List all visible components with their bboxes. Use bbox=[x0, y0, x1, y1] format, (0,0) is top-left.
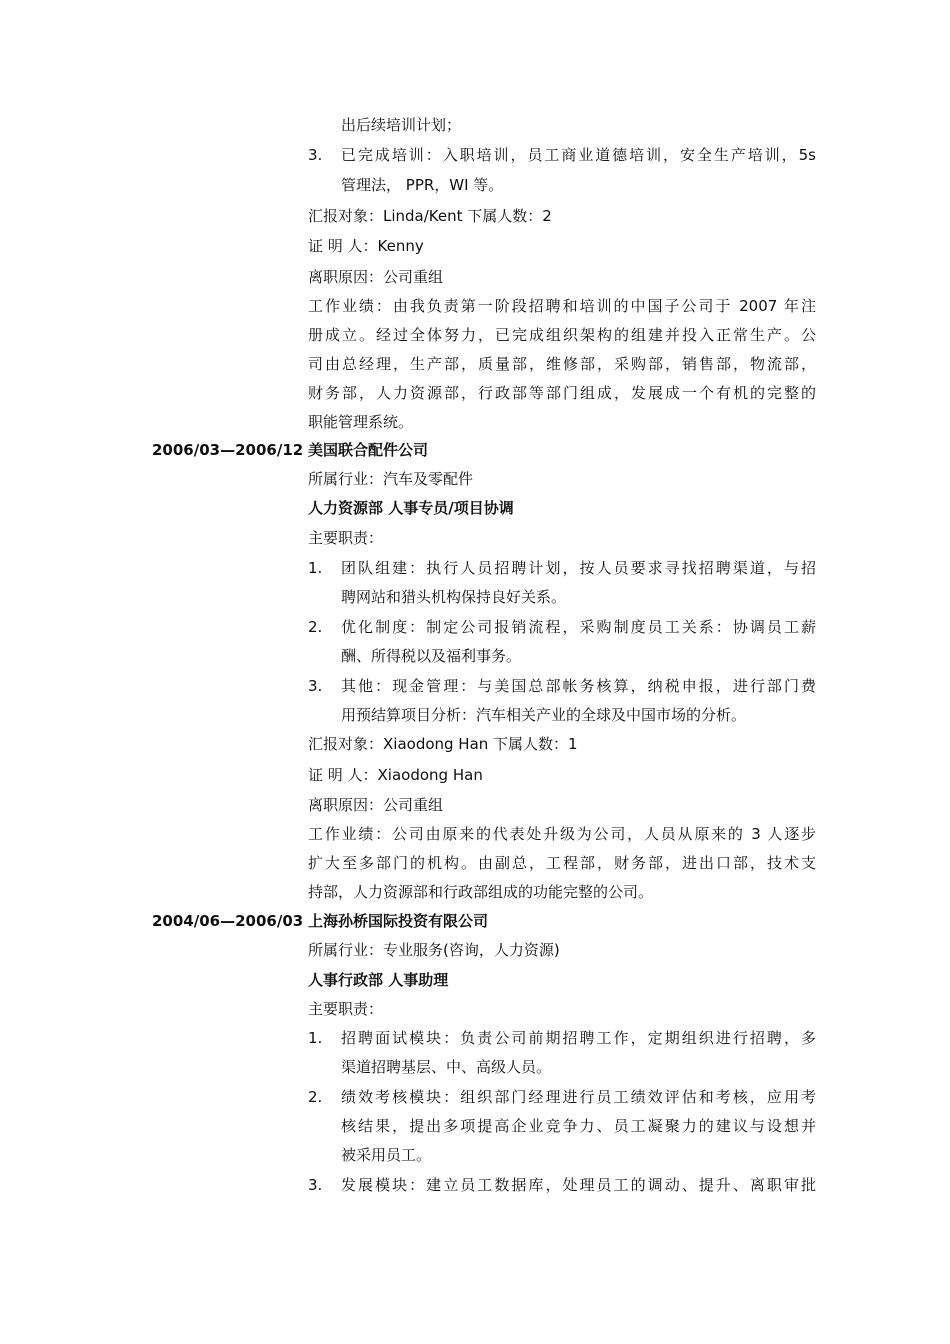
list-number: 3. bbox=[308, 677, 323, 695]
achievement-line: 扩大至多部门的机构。由副总，工程部，财务部，进出口部，技术支 bbox=[308, 854, 816, 872]
list-item: 招聘面试模块：负责公司前期招聘工作，定期组织进行招聘，多 bbox=[341, 1029, 816, 1047]
list-item-continued: 渠道招聘基层、中、高级人员。 bbox=[341, 1058, 552, 1076]
company-name: 上海孙桥国际投资有限公司 bbox=[308, 912, 489, 930]
position-title: 人事行政部 人事助理 bbox=[308, 971, 449, 989]
list-item-continued: 被采用员工。 bbox=[341, 1146, 432, 1164]
list-number: 1. bbox=[308, 559, 323, 577]
achievement-line: 工作业绩：公司由原来的代表处升级为公司，人员从原来的 3 人逐步 bbox=[308, 825, 816, 843]
job-date-range: 2004/06—2006/03 bbox=[152, 912, 304, 930]
achievement-line: 司由总经理，生产部，质量部，维修部，采购部，销售部，物流部， bbox=[308, 355, 816, 373]
list-item: 优化制度：制定公司报销流程，采购制度员工关系：协调员工薪 bbox=[341, 618, 816, 636]
industry-line: 所属行业：专业服务(咨询，人力资源) bbox=[308, 941, 560, 959]
report-line: 汇报对象：Xiaodong Han 下属人数：1 bbox=[308, 735, 578, 753]
list-item: 已完成培训：入职培训，员工商业道德培训，安全生产培训，5s bbox=[341, 146, 816, 164]
job-date-range: 2006/03—2006/12 bbox=[152, 441, 304, 459]
list-item: 团队组建：执行人员招聘计划，按人员要求寻找招聘渠道，与招 bbox=[341, 559, 816, 577]
achievement-line: 财务部，人力资源部，行政部等部门组成，发展成一个有机的完整的 bbox=[308, 384, 816, 402]
list-number: 3. bbox=[308, 1176, 323, 1194]
company-name: 美国联合配件公司 bbox=[308, 441, 429, 459]
list-item: 发展模块：建立员工数据库，处理员工的调动、提升、离职审批 bbox=[341, 1176, 816, 1194]
list-item-continued: 用预结算项目分析：汽车相关产业的全球及中国市场的分析。 bbox=[341, 706, 747, 724]
duties-label: 主要职责： bbox=[308, 529, 384, 547]
reference-line: 证 明 人：Xiaodong Han bbox=[308, 766, 483, 784]
achievement-line: 持部，人力资源部和行政部组成的功能完整的公司。 bbox=[308, 883, 654, 901]
list-item: 绩效考核模块：组织部门经理进行员工绩效评估和考核，应用考 bbox=[341, 1088, 816, 1106]
leave-reason-line: 离职原因：公司重组 bbox=[308, 268, 444, 286]
list-item-continued: 酬、所得税以及福利事务。 bbox=[341, 647, 522, 665]
achievement-line: 工作业绩：由我负责第一阶段招聘和培训的中国子公司于 2007 年注 bbox=[308, 297, 816, 315]
list-number: 2. bbox=[308, 618, 323, 636]
list-number: 3. bbox=[308, 146, 323, 164]
list-item: 其他：现金管理：与美国总部帐务核算，纳税申报，进行部门费 bbox=[341, 677, 816, 695]
position-title: 人力资源部 人事专员/项目协调 bbox=[308, 499, 514, 517]
duties-label: 主要职责： bbox=[308, 1000, 384, 1018]
list-item-continued: 管理法， PPR，WI 等。 bbox=[341, 176, 504, 194]
industry-line: 所属行业：汽车及零配件 bbox=[308, 470, 474, 488]
list-item-continued: 聘网站和猎头机构保持良好关系。 bbox=[341, 588, 567, 606]
report-line: 汇报对象：Linda/Kent 下属人数：2 bbox=[308, 207, 552, 225]
list-number: 2. bbox=[308, 1088, 323, 1106]
list-number: 1. bbox=[308, 1029, 323, 1047]
achievement-line: 册成立。经过全体努力，已完成组织架构的组建并投入正常生产。公 bbox=[308, 326, 816, 344]
reference-line: 证 明 人：Kenny bbox=[308, 237, 424, 255]
list-item-continued: 核结果，提出多项提高企业竞争力、员工凝聚力的建议与设想并 bbox=[341, 1117, 816, 1135]
leave-reason-line: 离职原因：公司重组 bbox=[308, 796, 444, 814]
training-plan-tail: 出后续培训计划； bbox=[341, 116, 462, 134]
achievement-line: 职能管理系统。 bbox=[308, 413, 414, 431]
